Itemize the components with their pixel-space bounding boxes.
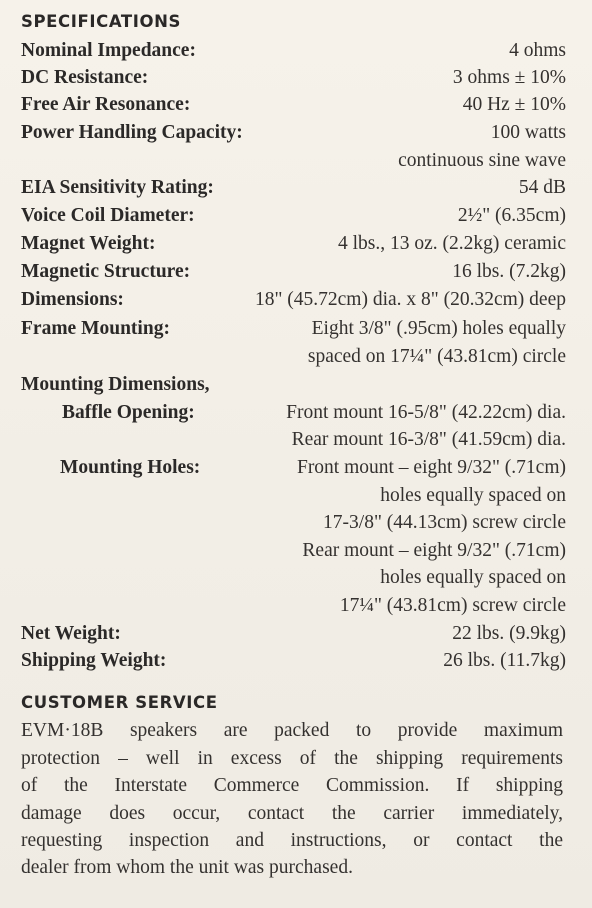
mounting-holes-line-3: 17-3/8" (44.13cm) screw circle bbox=[323, 512, 566, 533]
spec-value-power-handling: 100 watts bbox=[490, 122, 566, 143]
spec-label-voice-coil-diameter: Voice Coil Diameter: bbox=[21, 205, 195, 226]
mounting-holes-line-5: holes equally spaced on bbox=[380, 567, 566, 588]
spec-label-free-air-resonance: Free Air Resonance: bbox=[21, 94, 191, 115]
spec-value-net-weight: 22 lbs. (9.9kg) bbox=[452, 623, 566, 644]
mounting-dimensions-label: Mounting Dimensions, bbox=[21, 374, 210, 395]
customer-service-line-2: protection – well in excess of the shipping requirements bbox=[21, 748, 563, 769]
spec-label-dimensions: Dimensions: bbox=[21, 289, 124, 310]
baffle-opening-rear: Rear mount 16-3/8" (41.59cm) dia. bbox=[291, 429, 566, 450]
customer-service-line-3: of the Interstate Commerce Commission. If shipping bbox=[21, 775, 563, 796]
spec-label-dc-resistance: DC Resistance: bbox=[21, 67, 149, 88]
spec-label-power-handling: Power Handling Capacity: bbox=[21, 122, 243, 143]
mounting-holes-line-6: 17¼" (43.81cm) screw circle bbox=[339, 595, 566, 616]
specifications-heading: SPECIFICATIONS bbox=[21, 12, 182, 31]
spec-label-net-weight: Net Weight: bbox=[21, 623, 121, 644]
spec-value-dimensions: 18" (45.72cm) dia. x 8" (20.32cm) deep bbox=[254, 289, 566, 310]
baffle-opening-front: Front mount 16-5/8" (42.22cm) dia. bbox=[286, 402, 566, 423]
spec-value-frame-mounting: Eight 3/8" (.95cm) holes equally bbox=[311, 318, 566, 339]
spec-value-magnetic-structure: 16 lbs. (7.2kg) bbox=[452, 261, 566, 282]
spec-value-power-handling-note: continuous sine wave bbox=[398, 150, 566, 171]
customer-service-line-1: EVM·18B speakers are packed to provide maximum bbox=[21, 720, 563, 741]
mounting-holes-label: Mounting Holes: bbox=[60, 457, 201, 478]
spec-label-nominal-impedance: Nominal Impedance: bbox=[21, 40, 196, 61]
spec-label-frame-mounting: Frame Mounting: bbox=[21, 318, 170, 339]
spec-label-eia-sensitivity: EIA Sensitivity Rating: bbox=[21, 177, 214, 198]
customer-service-line-6: dealer from whom the unit was purchased. bbox=[21, 857, 353, 878]
spec-label-magnet-weight: Magnet Weight: bbox=[21, 233, 156, 254]
spec-value-nominal-impedance: 4 ohms bbox=[509, 40, 566, 61]
mounting-holes-line-4: Rear mount – eight 9/32" (.71cm) bbox=[302, 540, 566, 561]
spec-value-eia-sensitivity: 54 dB bbox=[518, 177, 566, 198]
spec-value-frame-mounting-cont: spaced on 17¼" (43.81cm) circle bbox=[307, 346, 566, 367]
spec-label-shipping-weight: Shipping Weight: bbox=[21, 650, 167, 671]
spec-value-dc-resistance: 3 ohms ± 10% bbox=[452, 67, 566, 88]
mounting-holes-line-2: holes equally spaced on bbox=[380, 485, 566, 506]
customer-service-line-5: requesting inspection and instructions, or contact the bbox=[21, 830, 563, 851]
spec-value-free-air-resonance: 40 Hz ± 10% bbox=[462, 94, 566, 115]
baffle-opening-label: Baffle Opening: bbox=[62, 402, 195, 423]
customer-service-line-4: damage does occur, contact the carrier immediately, bbox=[21, 803, 563, 824]
spec-value-magnet-weight: 4 lbs., 13 oz. (2.2kg) ceramic bbox=[338, 233, 566, 254]
spec-value-voice-coil-diameter: 2½" (6.35cm) bbox=[457, 205, 566, 226]
customer-service-heading: CUSTOMER SERVICE bbox=[21, 693, 218, 712]
spec-value-shipping-weight: 26 lbs. (11.7kg) bbox=[443, 650, 566, 671]
mounting-holes-line-1: Front mount – eight 9/32" (.71cm) bbox=[296, 457, 566, 478]
spec-label-magnetic-structure: Magnetic Structure: bbox=[21, 261, 191, 282]
